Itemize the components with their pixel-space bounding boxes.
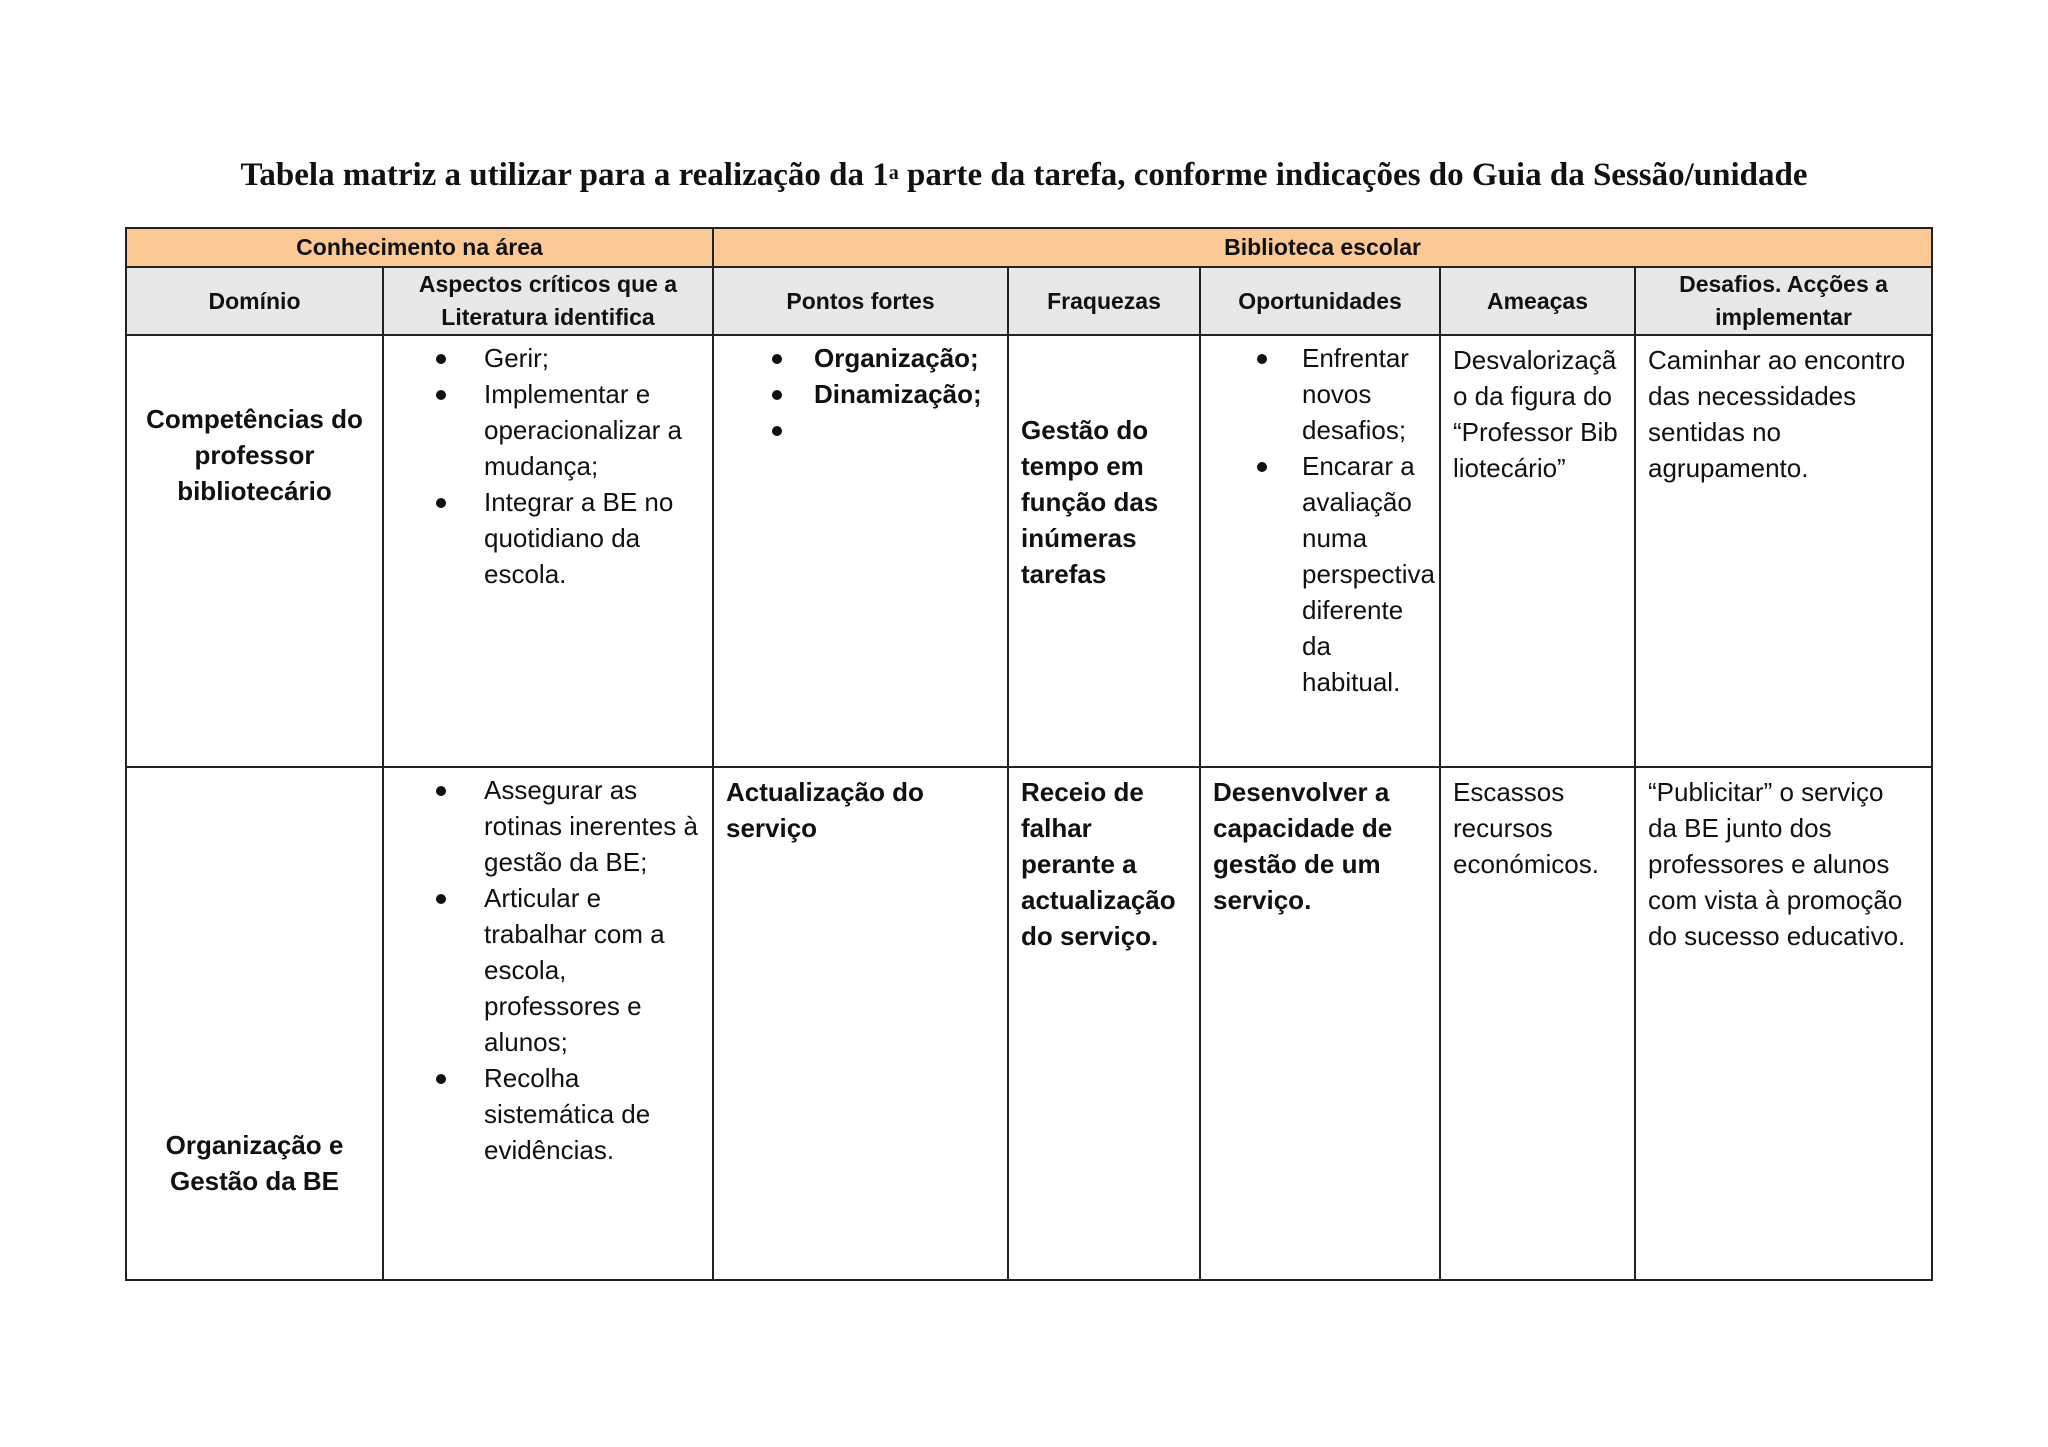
strengths-list — [714, 336, 1007, 448]
page-title-text: Tabela matriz a utilizar para a realização da 1 — [240, 157, 889, 193]
column-header-opportunities: Oportunidades — [1200, 267, 1440, 335]
list-item-text: Articular e trabalhar com a escola, professores e alunos; — [484, 883, 665, 1057]
list-item-text: Encarar a avaliação numa perspectiva diferente da habitual. — [1302, 451, 1435, 697]
page-title-superscript: a — [888, 162, 899, 184]
bullet-icon — [436, 1074, 446, 1084]
list-item — [384, 880, 704, 1060]
domain-cell — [126, 767, 383, 1280]
opportunities-list — [1201, 336, 1439, 700]
challenges-cell — [1635, 335, 1932, 767]
list-item-text: Dinamização; — [814, 379, 982, 409]
bullet-icon — [436, 498, 446, 508]
domain-text: Organização e Gestão da BE — [165, 1130, 344, 1196]
group-header-row — [126, 228, 1932, 267]
bullet-icon — [772, 354, 782, 364]
list-item — [714, 376, 999, 412]
strengths-cell — [713, 335, 1008, 767]
matrix-table — [125, 227, 1933, 1281]
group-header-knowledge: Conhecimento na área — [126, 228, 713, 267]
column-header-weaknesses: Fraquezas — [1008, 267, 1200, 335]
column-header-challenges: Desafios. Acções a implementar — [1635, 267, 1932, 335]
table-row — [126, 767, 1932, 1280]
bullet-icon — [1257, 354, 1267, 364]
bullet-icon — [436, 390, 446, 400]
column-header-domain: Domínio — [126, 267, 383, 335]
list-item-text: Integrar a BE no quotidiano da escola. — [484, 487, 674, 589]
list-item — [384, 1060, 704, 1168]
list-item — [384, 340, 704, 376]
group-header-library: Biblioteca escolar — [713, 228, 1932, 267]
page-title — [0, 153, 2048, 197]
opportunities-cell — [1200, 767, 1440, 1280]
page-title-text-end: parte da tarefa, conforme indicações do Guia da Sessão/unidade — [898, 157, 1808, 193]
opportunities-cell — [1200, 335, 1440, 767]
strengths-cell — [713, 767, 1008, 1280]
bullet-icon — [436, 894, 446, 904]
strengths-text: Actualização do serviço — [726, 777, 924, 843]
weaknesses-text: Receio de falhar perante a actualização do serviço. — [1021, 777, 1176, 951]
critical-aspects-cell — [383, 767, 713, 1280]
list-item — [384, 376, 704, 484]
domain-cell — [126, 335, 383, 767]
weaknesses-cell — [1008, 767, 1200, 1280]
list-item-text: Gerir; — [484, 343, 549, 373]
list-item — [714, 412, 999, 448]
list-item — [384, 484, 704, 592]
column-header-strengths: Pontos fortes — [713, 267, 1008, 335]
weaknesses-cell — [1008, 335, 1200, 767]
table-row — [126, 335, 1932, 767]
list-item — [714, 340, 999, 376]
challenges-text: “Publicitar” o serviço da BE junto dos professores e alunos com vista à promoção do sucesso educativo. — [1648, 777, 1906, 951]
critical-aspects-cell — [383, 335, 713, 767]
threats-text: Desvalorização da figura do “Professor Bibliotecário” — [1453, 345, 1618, 483]
threats-cell — [1440, 767, 1635, 1280]
bullet-icon — [436, 786, 446, 796]
threats-cell — [1440, 335, 1635, 767]
threats-text: Escassos recursos económicos. — [1453, 777, 1599, 879]
bullet-icon — [772, 390, 782, 400]
list-item-text: Organização; — [814, 343, 979, 373]
domain-text: Competências do professor bibliotecário — [146, 404, 363, 506]
list-item — [1201, 448, 1435, 700]
opportunities-text: Desenvolver a capacidade de gestão de um serviço. — [1213, 777, 1393, 915]
list-item-text: Assegurar as rotinas inerentes à gestão da BE; — [484, 775, 698, 877]
critical-aspects-list — [384, 336, 712, 592]
bullet-icon — [772, 426, 782, 436]
list-item — [384, 772, 704, 880]
list-item — [1201, 340, 1431, 448]
challenges-text: Caminhar ao encontro das necessidades sentidas no agrupamento. — [1648, 345, 1906, 483]
column-header-critical-aspects: Aspectos críticos que a Literatura identifica — [383, 267, 713, 335]
challenges-cell — [1635, 767, 1932, 1280]
critical-aspects-list — [384, 768, 712, 1168]
list-item-text: Recolha sistemática de evidências. — [484, 1063, 651, 1165]
list-item-text: Enfrentar novos desafios; — [1302, 343, 1409, 445]
column-header-row — [126, 267, 1932, 335]
bullet-icon — [1257, 462, 1267, 472]
weaknesses-text: Gestão do tempo em função das inúmeras tarefas — [1021, 415, 1159, 589]
column-header-threats: Ameaças — [1440, 267, 1635, 335]
bullet-icon — [436, 354, 446, 364]
list-item-text: Implementar e operacionalizar a mudança; — [484, 379, 683, 481]
